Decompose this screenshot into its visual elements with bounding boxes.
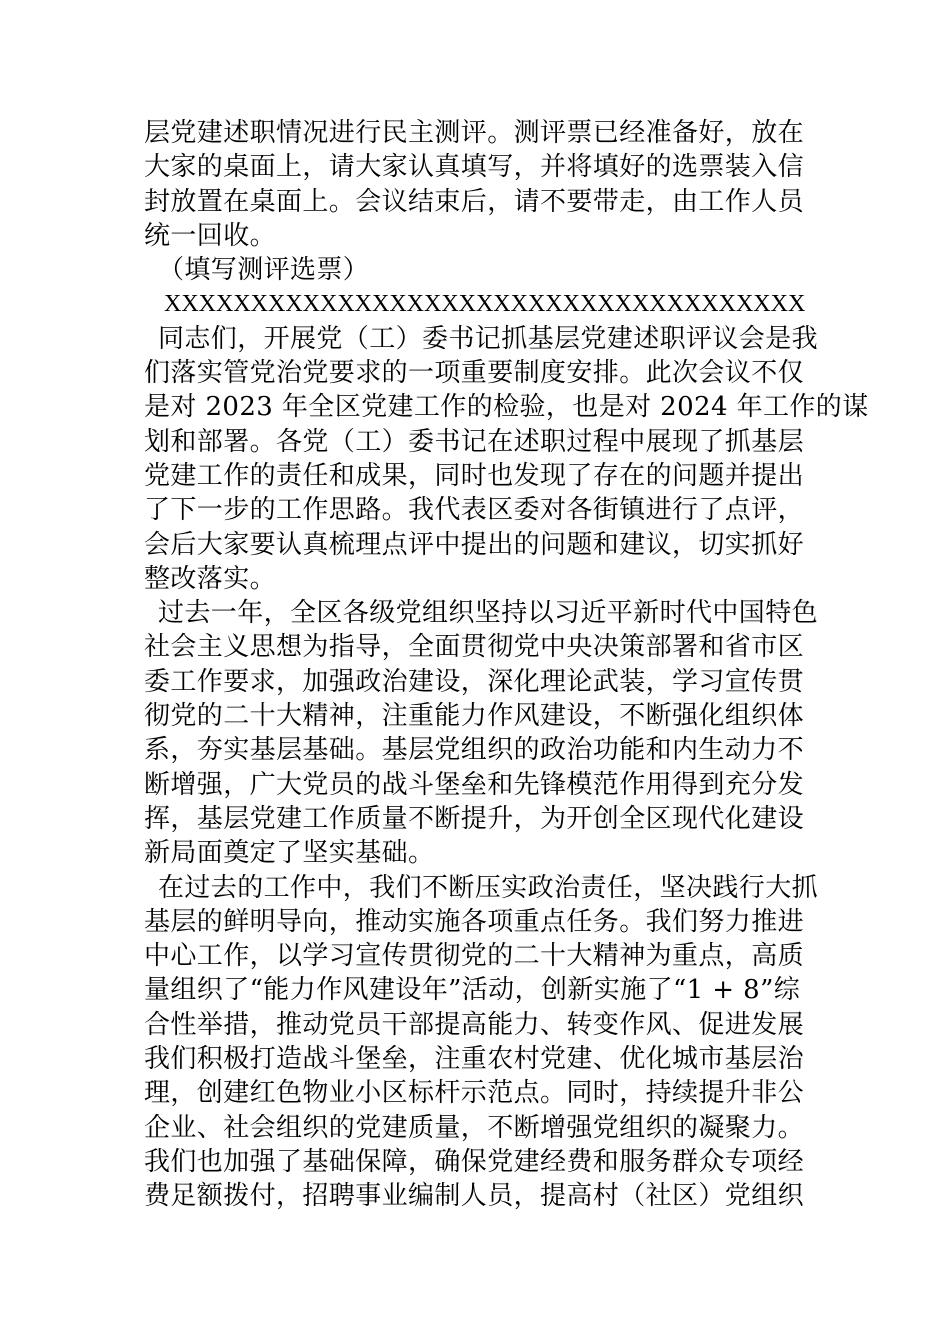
text-line: 系，夯实基层基础。基层党组织的政治功能和内生动力不 [144,735,805,766]
placeholder-separator: XXXXXXXXXXXXXXXXXXXXXXXXXXXXXXXXXXXXX [164,291,806,318]
text-line: 中心工作，以学习宣传贯彻党的二十大精神为重点，高质 [144,941,805,972]
paragraph-separator [144,287,812,321]
text-line: 量组织了“能力作风建设年”活动，创新实施了“1 + 8”综 [144,975,801,1006]
text-line: 统一回收。 [144,220,277,251]
text-line: 在过去的工作中，我们不断压实政治责任，坚决践行大抓 [158,872,819,903]
text-line: 同志们，开展党（工）委书记抓基层党建述职评议会是我 [158,323,819,354]
text-line: 基层的鲜明导向，推动实施各项重点任务。我们努力推进 [144,906,805,937]
text-line: 挥，基层党建工作质量不断提升，为开创全区现代化建设 [144,803,805,834]
paragraph-past-year-review [144,596,819,870]
text-line: 新局面奠定了坚实基础。 [144,838,435,869]
text-line: 彻党的二十大精神，注重能力作风建设，不断强化组织体 [144,701,805,732]
paragraph-ballot-instructions [144,116,812,253]
text-line: 划和部署。各党（工）委书记在述职过程中展现了抓基层 [144,426,805,457]
text-line: 会后大家要认真梳理点评中提出的问题和建议，切实抓好 [144,529,805,560]
text-line: 我们积极打造战斗堡垒，注重农村党建、优化城市基层治 [144,1044,805,1075]
text-line: 费足额拨付，招聘事业编制人员，提高村（社区）党组织 [144,1181,805,1212]
text-line: 党建工作的责任和成果，同时也发现了存在的问题并提出 [144,460,805,491]
text-line: 过去一年，全区各级党组织坚持以习近平新时代中国特色 [158,598,819,629]
text-line: 理，创建红色物业小区标杆示范点。同时，持续提升非公 [144,1078,805,1109]
text-line: 们落实管党治党要求的一项重要制度安排。此次会议不仅 [144,358,805,389]
paragraph-opening-remarks [144,322,869,596]
text-line: 委工作要求，加强政治建设，深化理论武装，学习宣传贯 [144,666,805,697]
paragraph-stage-direction [144,253,812,287]
text-line: 是对 2023 年全区党建工作的检验，也是对 2024 年工作的谋 [144,392,869,423]
document-page [144,116,869,1214]
paragraph-work-summary [144,871,819,1214]
text-line: 企业、社会组织的党建质量，不断增强党组织的凝聚力。 [144,1112,805,1143]
text-line: 合性举措，推动党员干部提高能力、转变作风、促进发展 [144,1009,805,1040]
text-line: 大家的桌面上，请大家认真填写，并将填好的选票装入信 [144,152,805,183]
text-line: 社会主义思想为指导，全面贯彻党中央决策部署和省市区 [144,632,805,663]
text-line: 我们也加强了基础保障，确保党建经费和服务群众专项经 [144,1146,805,1177]
text-line: 封放置在桌面上。会议结束后，请不要带走，由工作人员 [144,186,805,217]
stage-direction-text: （填写测评选票） [158,255,370,286]
text-line: 了下一步的工作思路。我代表区委对各街镇进行了点评， [144,495,805,526]
text-line: 层党建述职情况进行民主测评。测评票已经准备好，放在 [144,118,805,148]
text-line: 断增强，广大党员的战斗堡垒和先锋模范作用得到充分发 [144,769,805,800]
text-line: 整改落实。 [144,563,277,594]
